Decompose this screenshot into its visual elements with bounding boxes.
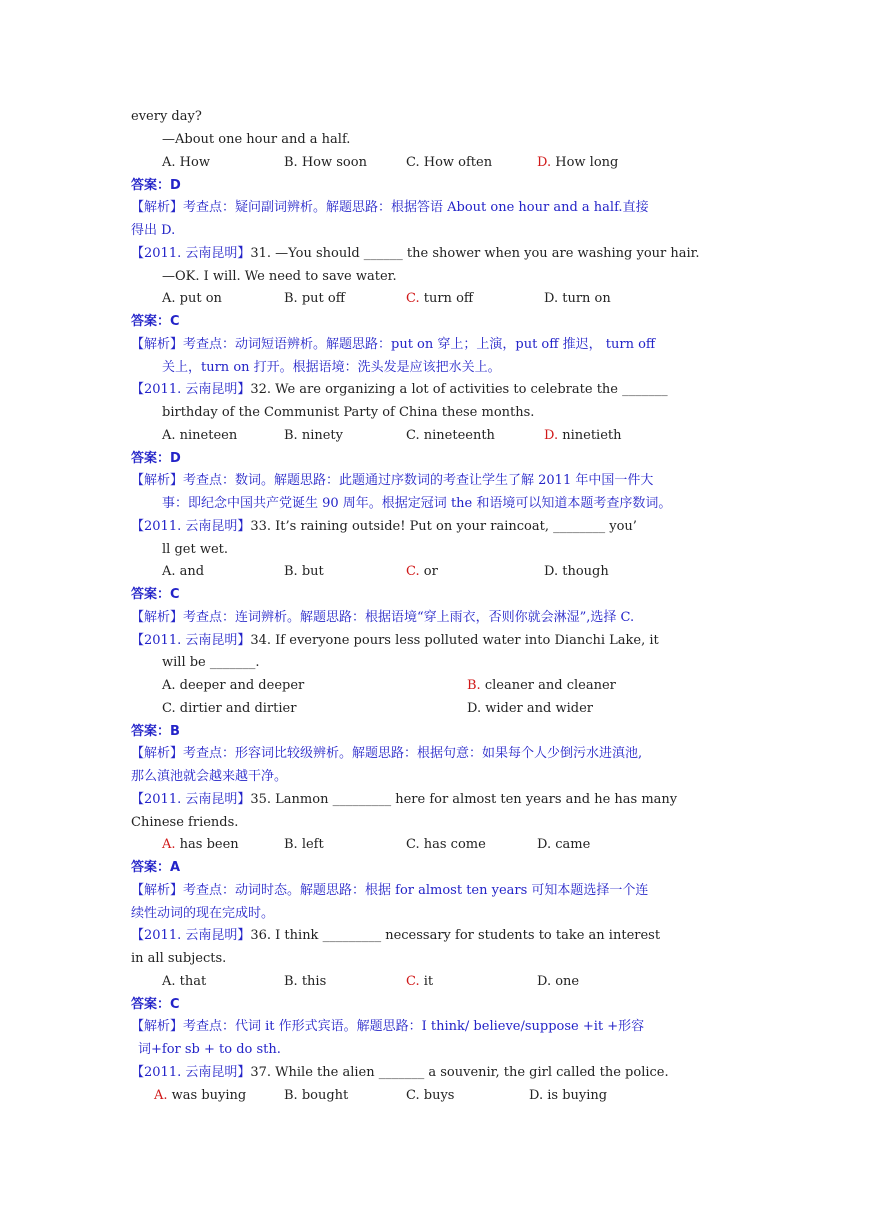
- option: C. dirtier and dirtier: [162, 701, 297, 716]
- analysis-text: 【解析】考查点：形容词比较级辨析。解题思路：根据句意：如果每个人少倒污水进滇池,: [131, 746, 643, 761]
- option-correct: D. How long: [537, 155, 619, 170]
- option: B. bought: [284, 1088, 349, 1103]
- option: B. How soon: [284, 155, 367, 170]
- analysis-text: 【解析】考查点：动词时态。解题思路：根据 for almost ten years 可知本题选择一个连: [131, 883, 649, 898]
- analysis-text: 【解析】考查点：连词辨析。解题思路：根据语境“穿上雨衣，否则你就会淋湿”,选择 C.: [131, 610, 635, 625]
- question-text: —About one hour and a half.: [162, 132, 351, 147]
- option: D. turn on: [544, 291, 611, 306]
- option-correct: D. ninetieth: [544, 428, 622, 443]
- option-correct: C. or: [406, 564, 438, 579]
- analysis-text: 事：即纪念中国共产党诞生 90 周年。根据定冠词 the 和语境可以知道本题考查序数词。: [162, 496, 672, 511]
- answer-line: 答案：B: [131, 724, 180, 739]
- question-text: 【2011. 云南昆明】33. It’s raining outside! Put on your raincoat, ________ you’: [131, 519, 637, 534]
- option: B. but: [284, 564, 324, 579]
- option-correct: A. has been: [162, 837, 239, 852]
- option-correct: B. cleaner and cleaner: [467, 678, 616, 693]
- option: C. How often: [406, 155, 493, 170]
- analysis-text: 续性动词的现在完成时。: [131, 906, 275, 921]
- question-text: 【2011. 云南昆明】32. We are organizing a lot of activities to celebrate the _______: [131, 382, 668, 397]
- question-text: 【2011. 云南昆明】37. While the alien _______ a souvenir, the girl called the police.: [131, 1065, 669, 1080]
- option: B. left: [284, 837, 324, 852]
- option: D. one: [537, 974, 580, 989]
- option: C. nineteenth: [406, 428, 495, 443]
- option: B. ninety: [284, 428, 343, 443]
- answer-line: 答案：A: [131, 860, 181, 875]
- option: A. put on: [162, 291, 222, 306]
- analysis-text: 关上，turn on 打开。根据语境：洗头发是应该把水关上。: [162, 360, 501, 375]
- option: D. came: [537, 837, 591, 852]
- option: D. though: [544, 564, 609, 579]
- option-correct: A. was buying: [154, 1088, 247, 1103]
- analysis-text: 【解析】考查点：数词。解题思路：此题通过序数词的考查让学生了解 2011 年中国一件大: [131, 473, 654, 488]
- question-text: —OK. I will. We need to save water.: [162, 269, 397, 284]
- analysis-text: 得出 D.: [131, 223, 176, 238]
- question-text: will be _______.: [162, 655, 260, 670]
- option: C. has come: [406, 837, 486, 852]
- option: B. put off: [284, 291, 345, 306]
- option: D. is buying: [529, 1088, 608, 1103]
- question-text: ll get wet.: [162, 542, 228, 557]
- answer-line: 答案：C: [131, 314, 180, 329]
- answer-line: 答案：D: [131, 451, 181, 466]
- answer-line: 答案：C: [131, 587, 180, 602]
- answer-line: 答案：C: [131, 997, 180, 1012]
- option: A. and: [162, 564, 205, 579]
- option: D. wider and wider: [467, 701, 593, 716]
- question-text: 【2011. 云南昆明】34. If everyone pours less polluted water into Dianchi Lake, it: [131, 633, 659, 648]
- question-text: 【2011. 云南昆明】36. I think _________ necessary for students to take an interest: [131, 928, 661, 943]
- option: A. How: [162, 155, 210, 170]
- option: B. this: [284, 974, 327, 989]
- analysis-text: 【解析】考查点：动词短语辨析。解题思路：put on 穿上；上演，put off 推迟， turn off: [131, 337, 656, 352]
- question-text: birthday of the Communist Party of China these months.: [162, 405, 535, 420]
- answer-line: 答案：D: [131, 178, 181, 193]
- analysis-text: 【解析】考查点：代词 it 作形式宾语。解题思路：I think/ believe/suppose +it +形容: [131, 1019, 645, 1034]
- analysis-text: 那么滇池就会越来越干净。: [131, 769, 288, 784]
- analysis-text: 词+for sb + to do sth.: [138, 1042, 281, 1057]
- question-text: 【2011. 云南昆明】35. Lanmon _________ here for almost ten years and he has many: [131, 792, 678, 807]
- option-correct: C. turn off: [406, 291, 474, 306]
- question-text: Chinese friends.: [131, 815, 239, 830]
- option: C. buys: [406, 1088, 455, 1103]
- option: A. nineteen: [162, 428, 238, 443]
- question-text: every day?: [131, 109, 202, 124]
- option: A. that: [162, 974, 207, 989]
- option-correct: C. it: [406, 974, 434, 989]
- question-text: in all subjects.: [131, 951, 227, 966]
- option: A. deeper and deeper: [162, 678, 305, 693]
- question-text: 【2011. 云南昆明】31. —You should ______ the shower when you are washing your hair.: [131, 246, 700, 261]
- analysis-text: 【解析】考查点：疑问副词辨析。解题思路：根据答语 About one hour and a half.直接: [131, 200, 649, 215]
